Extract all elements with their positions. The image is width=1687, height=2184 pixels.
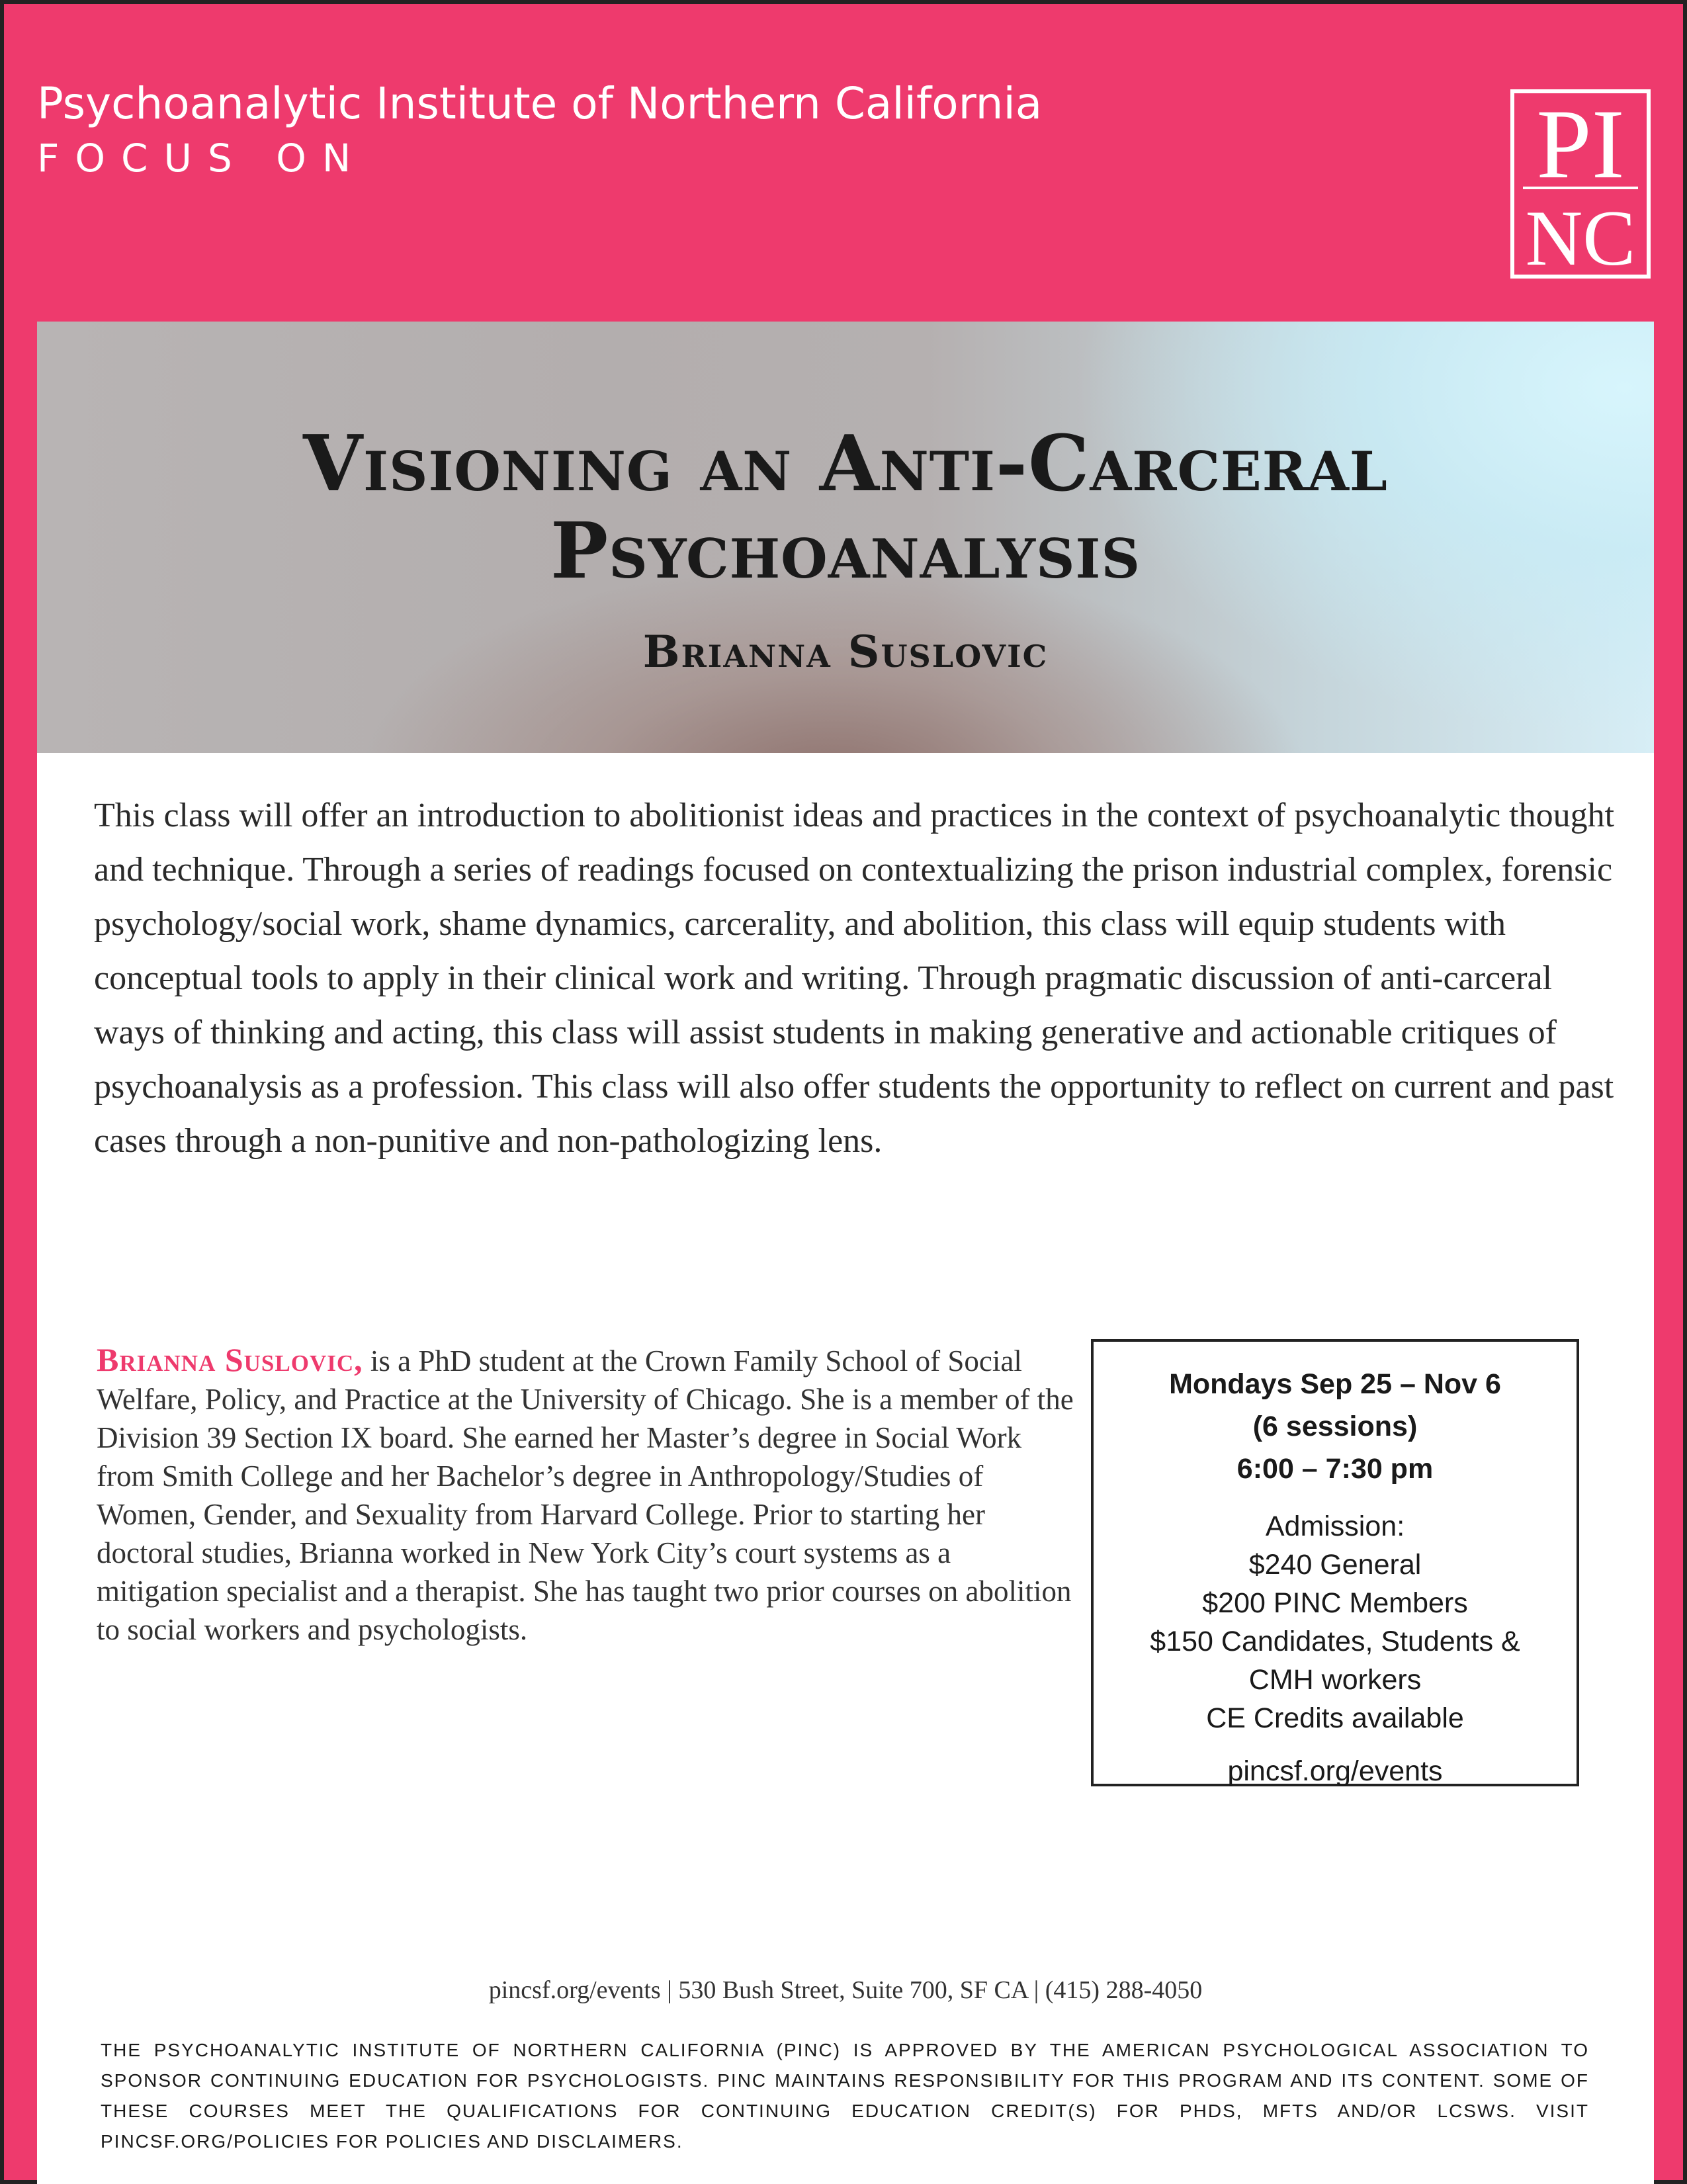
schedule [1094, 1363, 1577, 1490]
admission-title: Admission: [1265, 1510, 1405, 1542]
events-link[interactable]: pincsf.org/events [1227, 1755, 1443, 1787]
disclaimer: THE PSYCHOANALYTIC INSTITUTE OF NORTHERN CALIFORNIA (PINC) IS APPROVED BY THE AMERICAN PSYCHOLOGICAL ASSOCIATION TO SPONSOR CONTINUING EDUCATION FOR PSYCHOLOGISTS. PINC MAINTAINS RESPONSIBILITY FOR THIS PROGRAM AND ITS CONTENT. SOME OF THESE COURSES MEET THE QUALIFICATIONS FOR CONTINUING EDUCATION CREDIT(S) FOR PHDS, MFTS AND/OR LCSWS. VISIT PINCSF.ORG/POLICIES FOR POLICIES AND DISCLAIMERS. [101, 2040, 1589, 2152]
price-general: $240 General [1248, 1549, 1422, 1581]
price-candidates-line1: $150 Candidates, Students & [1150, 1626, 1520, 1657]
price-members: $200 PINC Members [1202, 1587, 1468, 1619]
schedule-sessions: (6 sessions) [1252, 1411, 1418, 1442]
course-description: This class will offer an introduction to abolitionist ideas and practices in the context of psychoanalytic thought and technique. Through a series of readings focused on contextualizing the prison industrial complex, forensic psychology/social work, shame dynamics, carcerality, and abolition, this class will equip students with conceptual tools to apply in their clinical work and writing. Through pragmatic discussion of anti-carceral ways of thinking and acting, this class will assist students in making generative and actionable critiques of psychoanalysis as a profession. This class will also offer students the opportunity to reflect on current and past cases through a non-punitive and non-pathologizing lens. [94, 797, 1615, 1160]
bio-text: is a PhD student at the Crown Family School of Social Welfare, Policy, and Practice at the University of Chicago. She is a member of the Division 39 Section IX board. She earned her Master’s degree in Social Work from Smith College and her Bachelor’s degree in Anthropology/Studies of Women, Gender, and Sexuality from Harvard College. Prior to starting her doctoral studies, Brianna worked in New York City’s court systems as a mitigation specialist and a therapist. She has taught two prior courses on abolition to social workers and psychologists. [97, 1344, 1074, 1646]
instructor-name: Brianna Suslovic [642, 626, 1049, 677]
schedule-time: 6:00 – 7:30 pm [1236, 1453, 1434, 1485]
course-title-line2: Psychoanalysis [550, 506, 1141, 596]
series-label: FOCUS ON [37, 136, 367, 181]
instructor-bio [97, 1340, 1076, 1649]
ce-credits: CE Credits available [1206, 1702, 1464, 1734]
schedule-dates: Mondays Sep 25 – Nov 6 [1169, 1368, 1501, 1400]
schedule-box [1091, 1339, 1579, 1786]
course-title-line1: Visioning an Anti-Carceral [303, 419, 1388, 509]
hero-banner [37, 322, 1654, 753]
pinc-logo [1508, 87, 1653, 281]
content-panel [37, 322, 1654, 2184]
price-candidates-line2: CMH workers [1248, 1664, 1422, 1696]
bio-name: Brianna Suslovic, [97, 1341, 363, 1378]
logo-text-top: PI [1536, 89, 1625, 199]
org-name: Psychoanalytic Institute of Northern California [37, 78, 1043, 129]
logo-text-bottom: NC [1525, 194, 1636, 281]
footer-contact: pincsf.org/events | 530 Bush Street, Suite 700, SF CA | (415) 288-4050 [488, 1976, 1203, 2004]
